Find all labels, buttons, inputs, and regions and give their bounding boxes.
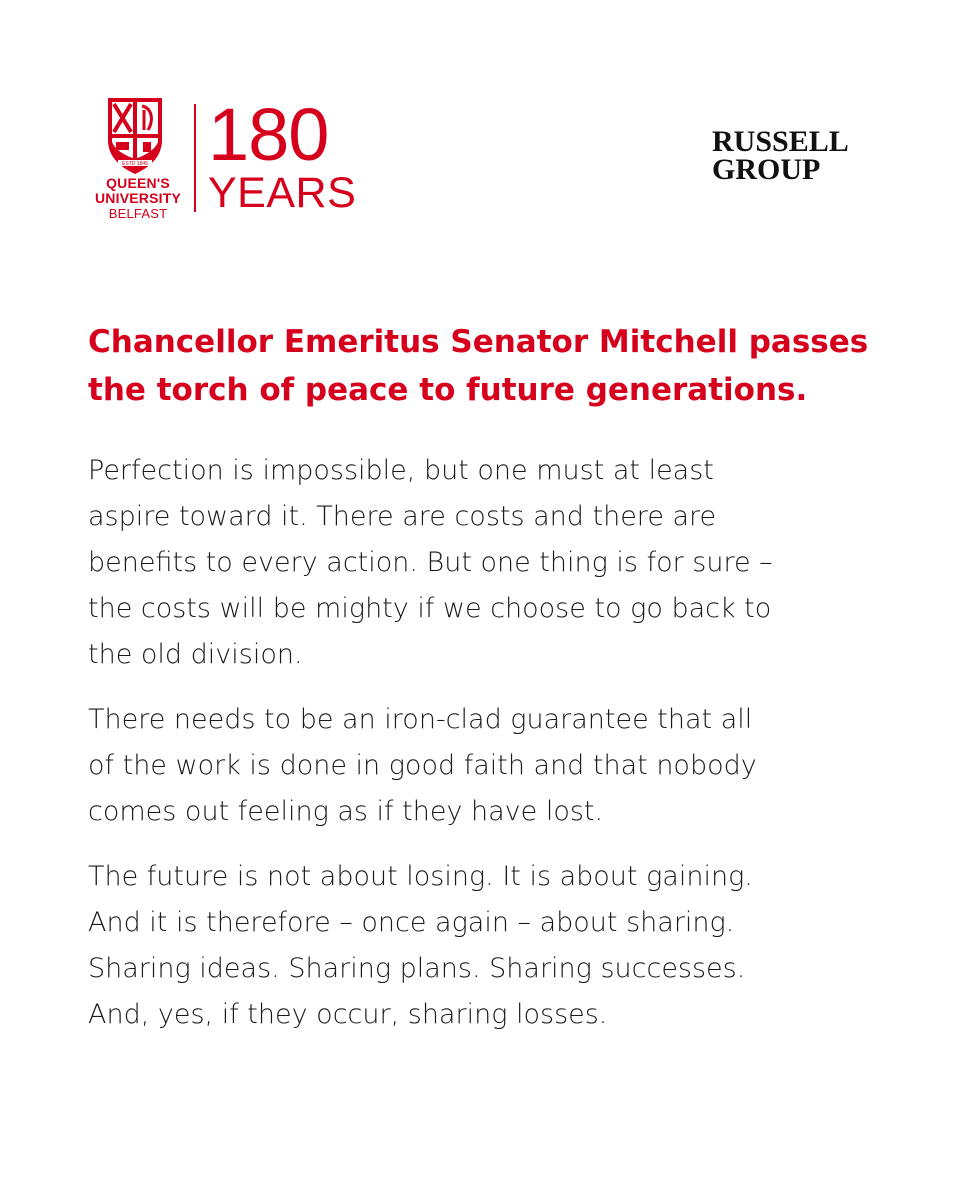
anniversary-word: YEARS <box>208 169 357 217</box>
logo-divider <box>194 104 196 212</box>
paragraph-line: aspire toward it. There are costs and there are <box>88 501 717 532</box>
paragraph-line: The future is not about losing. It is about gaining. <box>88 861 753 892</box>
paragraph-line: There needs to be an iron-clad guarantee that all <box>88 704 753 735</box>
headline-line: the torch of peace to future generations. <box>88 372 808 408</box>
university-name-line: QUEEN'S <box>106 175 170 191</box>
paragraph-line: the costs will be mighty if we choose to go back to <box>88 593 772 624</box>
paragraph-line: Perfection is impossible, but one must at least <box>88 455 714 486</box>
paragraph-line: comes out feeling as if they have lost. <box>88 796 604 827</box>
svg-text:ESTD 1845: ESTD 1845 <box>122 161 148 167</box>
anniversary-number: 180 <box>208 93 329 176</box>
paragraph <box>88 448 878 678</box>
university-name <box>88 176 188 221</box>
university-name-line: UNIVERSITY <box>94 190 181 206</box>
paragraph-line: And it is therefore – once again – about sharing. <box>88 907 735 938</box>
university-crest-icon <box>88 96 182 176</box>
paragraph-line: And, yes, if they occur, sharing losses. <box>88 999 608 1030</box>
quote-body <box>88 448 878 1057</box>
paragraph-line: Sharing ideas. Sharing plans. Sharing successes. <box>88 953 746 984</box>
queens-university-belfast-logo <box>88 93 358 221</box>
paragraph-line: of the work is done in good faith and that nobody <box>88 750 757 781</box>
russell-group-logo <box>712 125 849 186</box>
paragraph-line: benefits to every action. But one thing is for sure – <box>88 547 773 578</box>
headline <box>88 318 888 414</box>
russell-group-line: GROUP <box>712 153 821 186</box>
paragraph <box>88 854 878 1038</box>
anniversary-mark <box>208 93 357 217</box>
paragraph <box>88 697 878 835</box>
headline-line: Chancellor Emeritus Senator Mitchell passes <box>88 324 869 360</box>
university-name-line: BELFAST <box>108 206 168 221</box>
paragraph-line: the old division. <box>88 639 303 670</box>
russell-group-line: RUSSELL <box>712 125 849 158</box>
